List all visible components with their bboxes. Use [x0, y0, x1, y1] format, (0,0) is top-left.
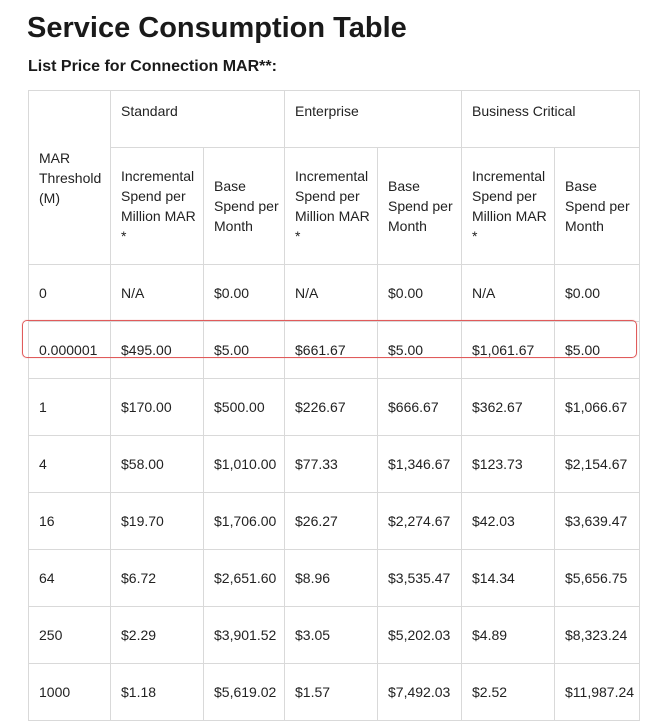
- business-critical-base-cell: $8,323.24: [555, 607, 640, 664]
- enterprise-incremental-cell: $26.27: [285, 493, 378, 550]
- standard-base-cell: $500.00: [204, 379, 285, 436]
- business-critical-incremental-cell: N/A: [462, 265, 555, 322]
- enterprise-incremental-cell: N/A: [285, 265, 378, 322]
- page-title: Service Consumption Table: [27, 12, 407, 44]
- standard-incremental-cell: $495.00: [111, 322, 204, 379]
- table-row: [29, 607, 640, 664]
- service-consumption-table: [28, 90, 640, 721]
- table-row: [29, 436, 640, 493]
- threshold-cell: 0.000001: [29, 322, 111, 379]
- tier-header-enterprise: Enterprise: [285, 91, 462, 148]
- table-row-highlighted: [29, 322, 640, 379]
- threshold-cell: 4: [29, 436, 111, 493]
- enterprise-base-cell: $5.00: [378, 322, 462, 379]
- standard-base-cell: $5.00: [204, 322, 285, 379]
- table-subtitle: List Price for Connection MAR**:: [28, 58, 277, 75]
- business-critical-base-cell: $3,639.47: [555, 493, 640, 550]
- standard-incremental-cell: $170.00: [111, 379, 204, 436]
- table-body: [29, 265, 640, 721]
- standard-base-cell: $0.00: [204, 265, 285, 322]
- threshold-cell: 16: [29, 493, 111, 550]
- table-row: [29, 265, 640, 322]
- enterprise-incremental-cell: $661.67: [285, 322, 378, 379]
- business-critical-incremental-cell: $4.89: [462, 607, 555, 664]
- table-row: [29, 664, 640, 721]
- tier-header-standard: Standard: [111, 91, 285, 148]
- table-row: [29, 493, 640, 550]
- standard-incremental-cell: $19.70: [111, 493, 204, 550]
- standard-incremental-cell: N/A: [111, 265, 204, 322]
- business-critical-incremental-cell: $2.52: [462, 664, 555, 721]
- standard-base-cell: $2,651.60: [204, 550, 285, 607]
- standard-incremental-cell: $2.29: [111, 607, 204, 664]
- enterprise-incremental-cell: $226.67: [285, 379, 378, 436]
- enterprise-incremental-cell: $8.96: [285, 550, 378, 607]
- threshold-cell: 1000: [29, 664, 111, 721]
- standard-base-cell: $3,901.52: [204, 607, 285, 664]
- enterprise-base-cell: $1,346.67: [378, 436, 462, 493]
- enterprise-base-cell: $7,492.03: [378, 664, 462, 721]
- threshold-cell: 250: [29, 607, 111, 664]
- table-row: [29, 550, 640, 607]
- enterprise-base-cell: $2,274.67: [378, 493, 462, 550]
- standard-incremental-cell: $1.18: [111, 664, 204, 721]
- tier-header-row: [29, 91, 640, 148]
- business-critical-incremental-cell: $1,061.67: [462, 322, 555, 379]
- business-critical-base-cell: $0.00: [555, 265, 640, 322]
- business-critical-base-cell: $11,987.24: [555, 664, 640, 721]
- enterprise-incremental-cell: $3.05: [285, 607, 378, 664]
- business-critical-incremental-cell: $14.34: [462, 550, 555, 607]
- standard-incremental-cell: $58.00: [111, 436, 204, 493]
- standard-base-cell: $5,619.02: [204, 664, 285, 721]
- enterprise-base-header: Base Spend per Month: [378, 148, 462, 265]
- enterprise-incremental-cell: $1.57: [285, 664, 378, 721]
- business-critical-base-cell: $1,066.67: [555, 379, 640, 436]
- table-row: [29, 379, 640, 436]
- business-critical-base-cell: $2,154.67: [555, 436, 640, 493]
- business-critical-incremental-header: Incremental Spend per Million MAR *: [462, 148, 555, 265]
- enterprise-base-cell: $5,202.03: [378, 607, 462, 664]
- business-critical-base-header: Base Spend per Month: [555, 148, 640, 265]
- standard-base-cell: $1,706.00: [204, 493, 285, 550]
- standard-base-cell: $1,010.00: [204, 436, 285, 493]
- standard-incremental-cell: $6.72: [111, 550, 204, 607]
- tier-header-business-critical: Business Critical: [462, 91, 640, 148]
- business-critical-incremental-cell: $42.03: [462, 493, 555, 550]
- threshold-header: MAR Threshold (M): [29, 91, 111, 265]
- enterprise-base-cell: $666.67: [378, 379, 462, 436]
- sub-header-row: [29, 148, 640, 265]
- business-critical-base-cell: $5,656.75: [555, 550, 640, 607]
- threshold-cell: 64: [29, 550, 111, 607]
- standard-incremental-header: Incremental Spend per Million MAR *: [111, 148, 204, 265]
- standard-base-header: Base Spend per Month: [204, 148, 285, 265]
- enterprise-incremental-header: Incremental Spend per Million MAR *: [285, 148, 378, 265]
- threshold-cell: 1: [29, 379, 111, 436]
- enterprise-base-cell: $0.00: [378, 265, 462, 322]
- business-critical-base-cell: $5.00: [555, 322, 640, 379]
- enterprise-incremental-cell: $77.33: [285, 436, 378, 493]
- business-critical-incremental-cell: $362.67: [462, 379, 555, 436]
- enterprise-base-cell: $3,535.47: [378, 550, 462, 607]
- threshold-cell: 0: [29, 265, 111, 322]
- business-critical-incremental-cell: $123.73: [462, 436, 555, 493]
